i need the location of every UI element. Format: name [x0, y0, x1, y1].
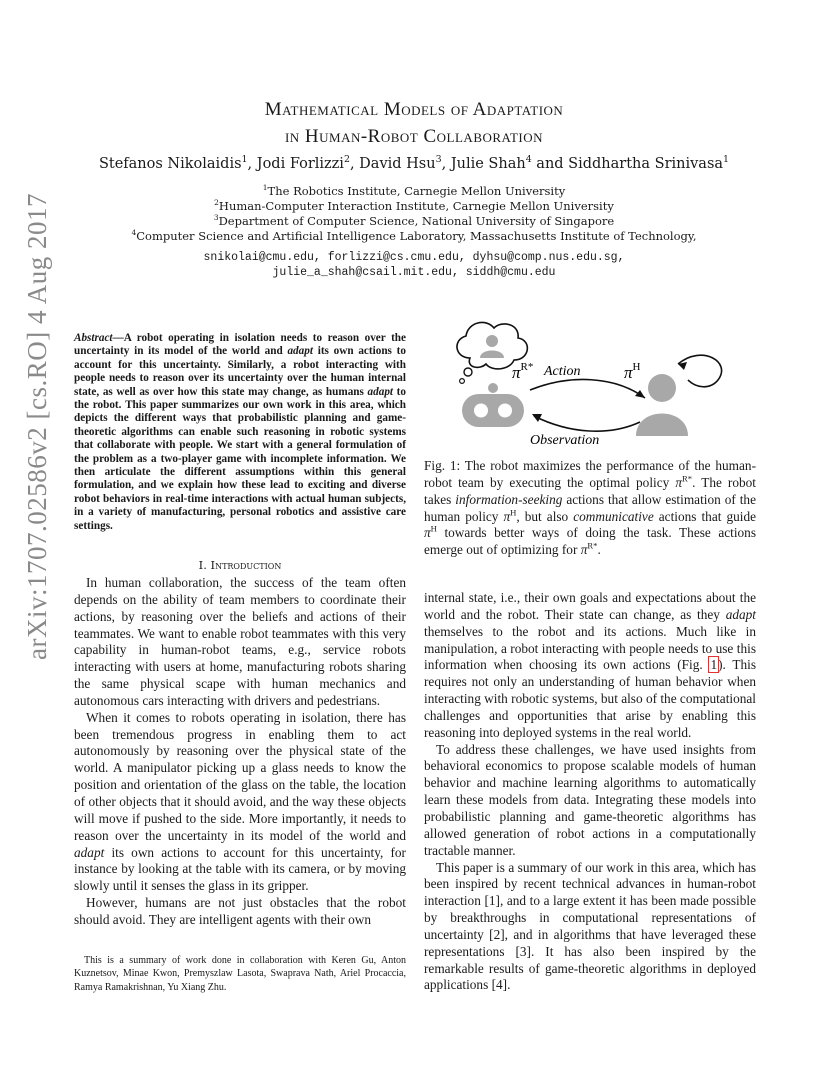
affiliation: $^4$Computer Science and Artificial Intelligence Laboratory, Massachusetts Institute of Technology,: [131, 228, 697, 243]
affiliation-list: [0, 184, 828, 244]
observation-label: Observation: [530, 433, 600, 448]
figure-reference-link[interactable]: 1: [710, 657, 718, 673]
author-affil-mark: 2: [343, 154, 350, 166]
author-name: Jodi Forlizzi: [256, 156, 344, 172]
paragraph: When it comes to robots operating in isolation, there has been tremendous progress in enabling them to act autonomously by reasoning over the physical state of the world. A manipulator picking up a glass needs to know the position and orientation of the glass on the table, the location of other objects that it should avoid, and the way these objects will move if pushed to the side. More importantly, it needs to reason over the uncertainty in its model of the world and adapt its own actions to account for this uncertainty, for instance by looking at the table with its camera, or by moving slowly until it senses the glass in its gripper.: [74, 709, 406, 894]
action-arrow: [530, 380, 645, 398]
human-self-loop-arrow: [678, 355, 722, 387]
cloud-human-head-icon: [486, 335, 498, 347]
paper-title-line-1: Mathematical Models of Adaptation: [264, 99, 564, 120]
email-line: julie_a_shah@csail.mit.edu, siddh@cmu.edu: [272, 266, 556, 279]
paragraph: In human collaboration, the success of the team often depends on the ability of team members to coordinate their actions, by reasoning over the beliefs and actions of their teammates. We want to enable robot teammates with this very capability in human-robot teams, e.g., service robots interacting with users at home, manufacturing robots sharing the same physical scape with human mechanics and autonomous cars interacting with drivers and pedestrians.: [74, 575, 406, 708]
author-name: Stefanos Nikolaidis: [98, 156, 242, 172]
footnote: This is a summary of work done in collaboration with Keren Gu, Anton Kuznetsov, Minae Kwon, Premyszlaw Lasota, Swaprava Nath, Ariel Procaccia, Ramya Ramakrishnan, Yu Xiang Zhu.: [74, 955, 406, 993]
author-affil-mark: 1: [723, 154, 730, 166]
email-line: snikolai@cmu.edu, forlizzi@cs.cmu.edu, dyhsu@comp.nus.edu.sg,: [203, 251, 625, 264]
author-name: Siddhartha Srinivasa: [568, 156, 724, 172]
affiliation: $^1$The Robotics Institute, Carnegie Mellon University: [262, 183, 566, 198]
figure-1-diagram: [440, 318, 740, 458]
arxiv-identifier: arXiv:1707.02586v2 [cs.RO] 4 Aug 2017: [22, 193, 52, 660]
paragraph: internal state, i.e., their own goals and expectations about the world and the robot. Their state can change, as they adapt themselves to the robot and its actions. Much like in manipulation, a robot interacting with people needs to use this information when choosing its own actions (Fig. 1). This requires not only an understanding of human behavior when interacting with robotic systems, but also of the computational challenges and opportunities that arise by enabling this reasoning into deployed systems in the real world.: [424, 590, 756, 740]
paragraph: To address these challenges, we have used insights from behavioral economics to propose scalable models of human behavior and machine learning algorithms to automatically learn these models from data. Integrating these models into probabilistic planning and game-theoretic algorithms has allowed generation of robot actions in a computationally tractable manner.: [424, 741, 756, 858]
right-column-body: [424, 590, 756, 994]
abstract: Abstract—A robot operating in isolation needs to reason over the uncertainty in its model of the world and adapt its own actions to account for this uncertainty. Similarly, a robot interacting with people needs to reason over its uncertainty over the human internal state, as well as over how this state may change, as humans adapt to the robot. This paper summarizes our own work in this area, which depicts the different ways that probabilistic planning and game-theoretic algorithms can enable such reasoning in robotic systems that collaborate with people. We start with a general formulation of the problem as a two-player game with incomplete information. We then articulate the different assumptions within this general formulation, and we explain how these lead to exciting and diverse robot behaviors in real-time interactions with actual human subjects, in a variety of manufacturing, personal robotics and assistive care settings.: [74, 332, 406, 532]
paragraph: This paper is a summary of our work in this area, which has been inspired by recent technical advances in human-robot interaction [1], and to a large extent it has been made possible by breakthroughs in computational representations of uncertainty [2], and in algorithms that have leveraged these representations [3]. It has also been inspired by the remarkable results of game-theoretic algorithms in deployed applications [4].: [424, 859, 756, 993]
robot-icon: [462, 383, 524, 427]
left-column-body: [74, 575, 406, 929]
human-icon: [636, 374, 688, 436]
author-name: David Hsu: [359, 156, 436, 172]
figure-1-caption: Fig. 1: The robot maximizes the performance of the human-robot team by executing the optimal policy $\pi^{R*}$. The robot takes information-seeking actions that allow estimation of the human policy $\pi^H$, but also communicative actions that guide $\pi^H$ towards better ways of doing the task. These actions emerge out of optimizing for $\pi^{R*}$.: [424, 458, 756, 558]
author-affil-mark: 3: [435, 154, 442, 166]
affiliation: $^3$Department of Computer Science, National University of Singapore: [213, 213, 615, 228]
author-affil-mark: 4: [525, 154, 532, 166]
affiliation: $^2$Human-Computer Interaction Institute, Carnegie Mellon University: [214, 198, 614, 213]
author-name: Julie Shah: [450, 156, 526, 172]
robot-policy-symbol: $\pi^{R*}$: [512, 361, 534, 382]
email-list: [0, 250, 828, 280]
action-label: Action: [544, 364, 581, 379]
paragraph: However, humans are not just obstacles that the robot should avoid. They are intelligent agents with their own: [74, 895, 406, 927]
abstract-label: Abstract: [74, 332, 113, 344]
human-policy-symbol: $\pi^H$: [624, 361, 641, 382]
author-affil-mark: 1: [241, 154, 248, 166]
author-list: Stefanos Nikolaidis$^1$, Jodi Forlizzi$^2$, David Hsu$^3$, Julie Shah$^4$ and Siddhartha Srinivasa$^1$: [98, 154, 730, 172]
paper-title-line-2: in Human-Robot Collaboration: [284, 126, 544, 147]
observation-arrow: [534, 416, 640, 431]
section-heading: I. Introduction: [198, 558, 282, 572]
